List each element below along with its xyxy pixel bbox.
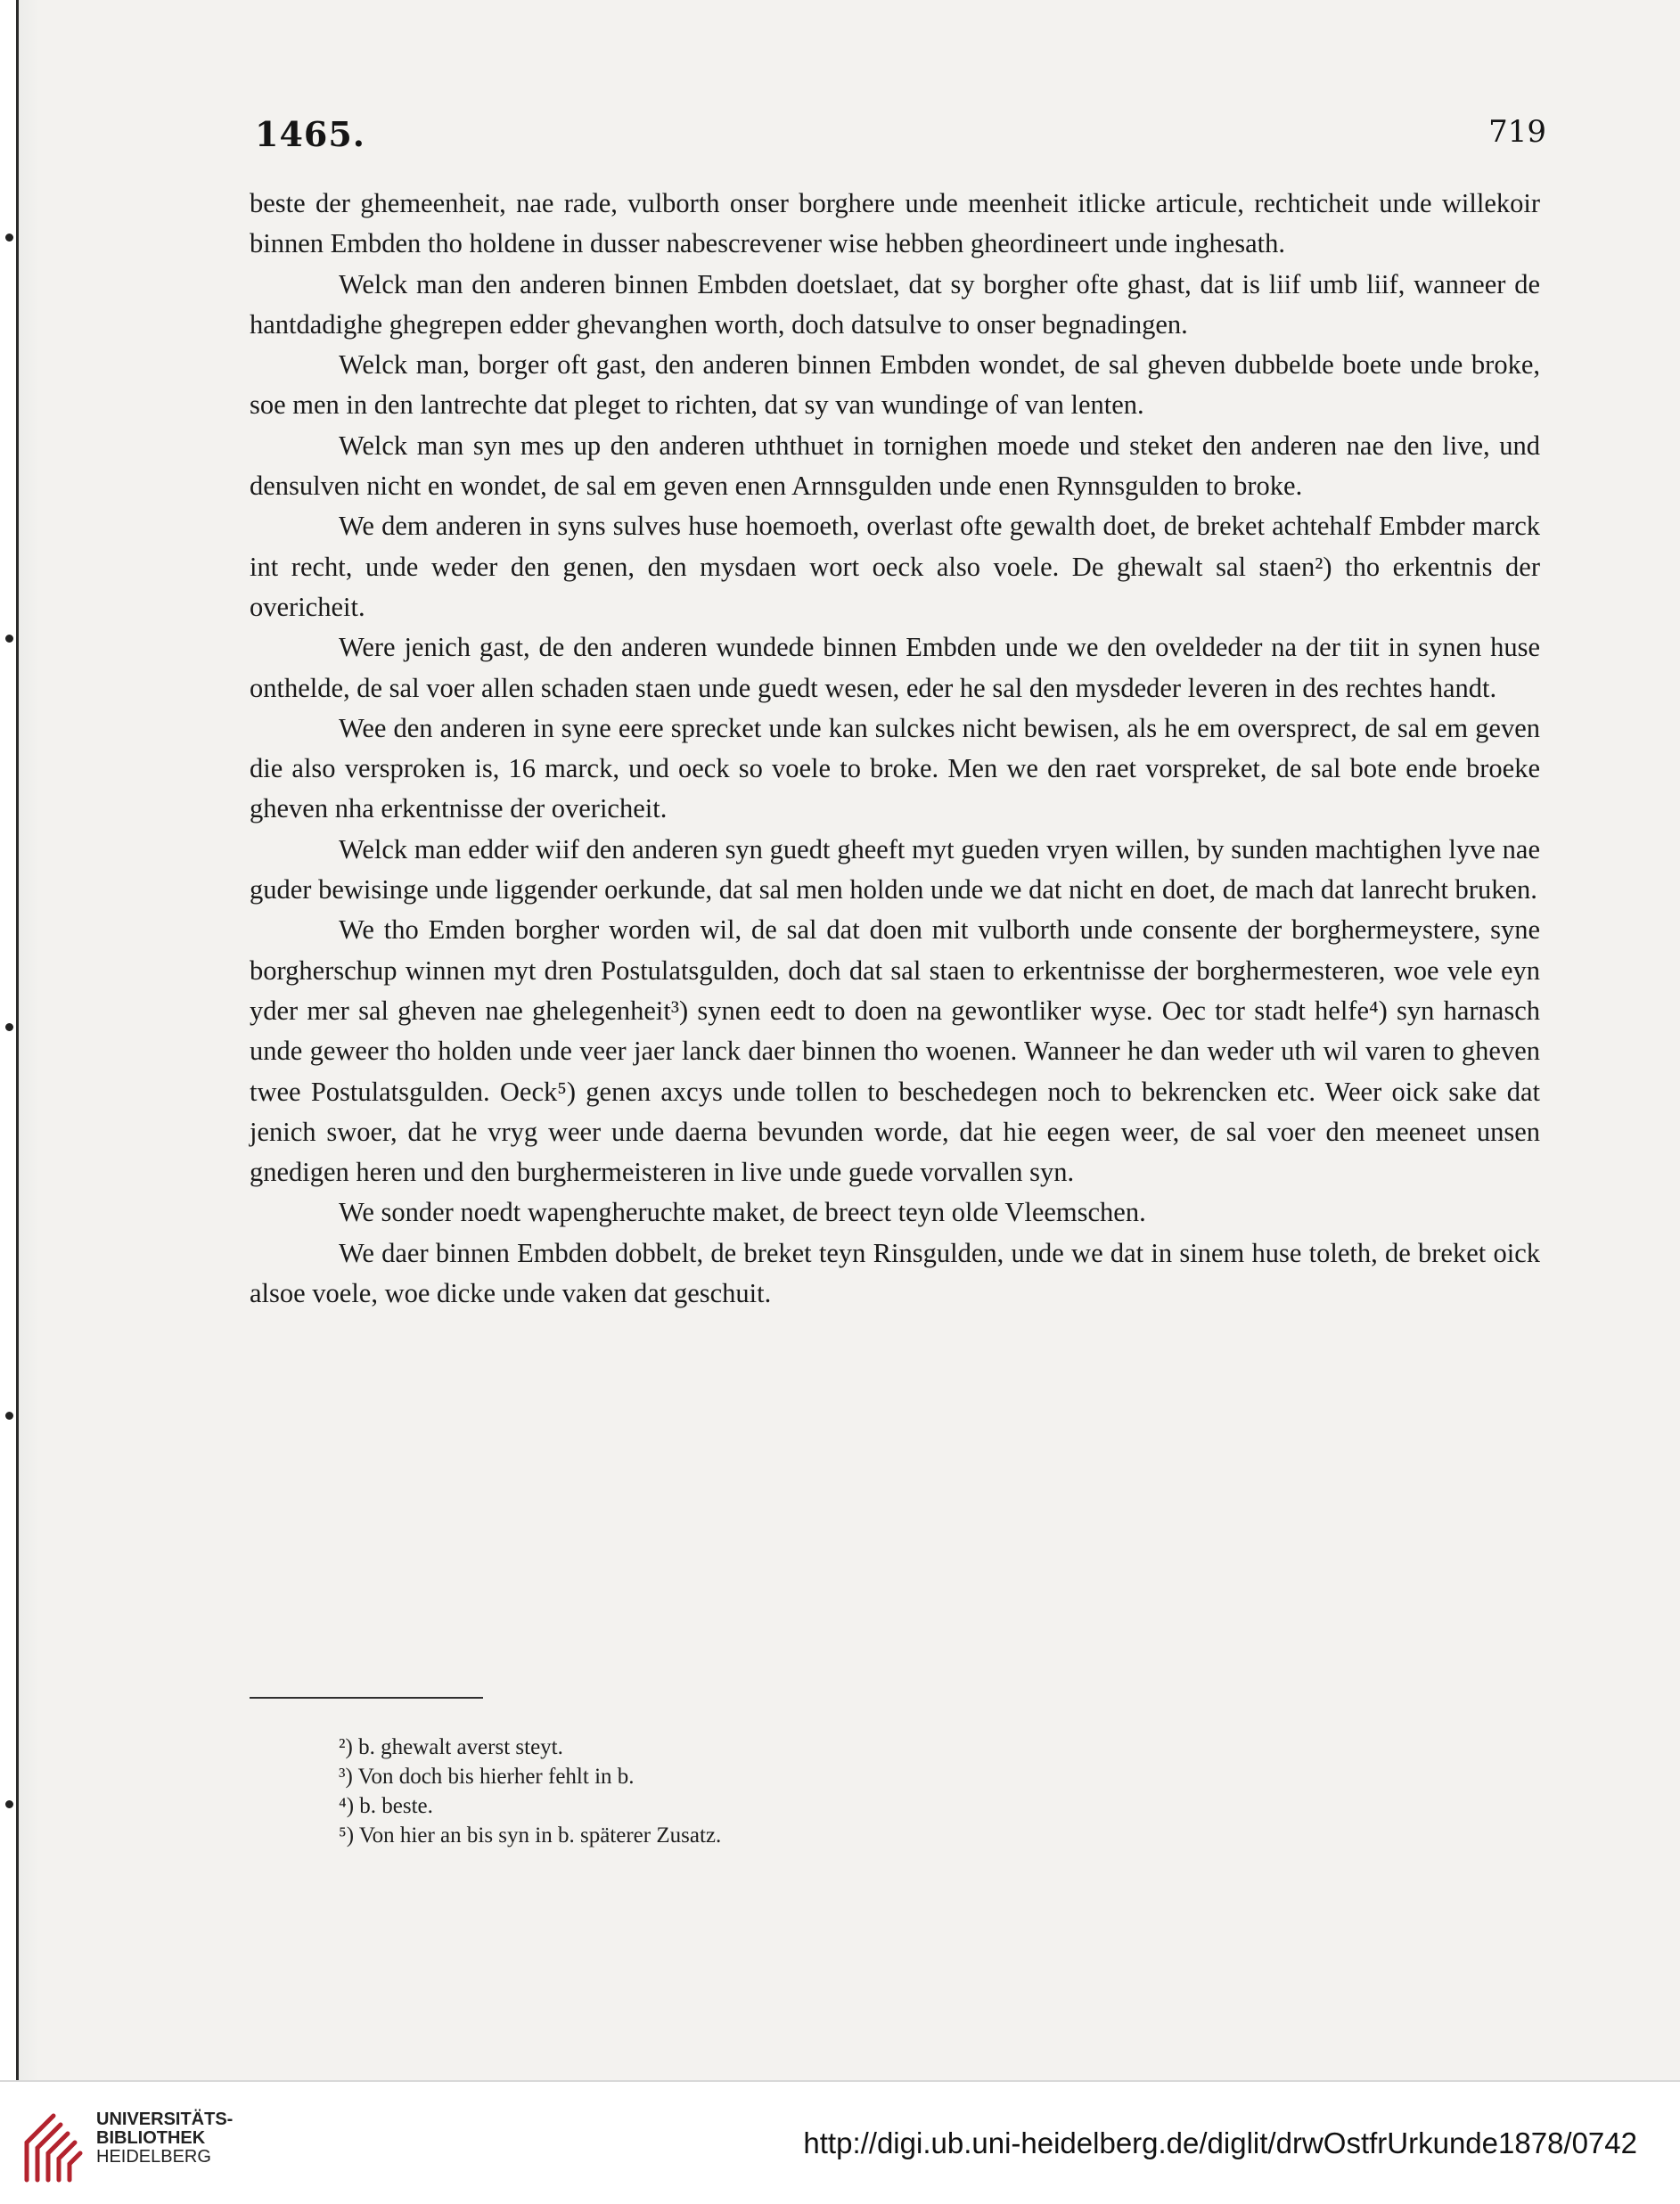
page-number: 719 [1488, 114, 1546, 150]
viewer-footer [0, 2080, 1680, 2204]
paragraph: We dem anderen in syns sulves huse hoemoeth, overlast ofte gewalth doet, de breket achtehalf Embder marck int recht, unde weder den genen, den mysdaen wort oeck also voele. De ghewalt sal staen²) tho erkentnis der overicheit. [250, 511, 1540, 622]
permalink-url[interactable]: http://digi.ub.uni-heidelberg.de/diglit/drwOstfrUrkunde1878/0742 [803, 2126, 1637, 2159]
binding-mark [5, 1023, 13, 1031]
logo-line: BIBLIOTHEK [96, 2128, 206, 2148]
footnote: ²) b. ghewalt averst steyt. [339, 1735, 563, 1759]
paragraph: We tho Emden borgher worden wil, de sal dat doen mit vulborth unde consente der borghermeystere, syne borgherschup winnen myt dren Postulatsgulden, doch dat sal staen to erkentnisse der borghermesteren, woe vele eyn yder mer sal gheven nae ghelegenheit³) synen eedt to doen na gewontliker wyse. Oec tor stadt helfe⁴) syn harnasch unde geweer tho holden unde veer jaer lanck daer binnen tho woenen. Wanneer he dan weder uth wil varen to gheven twee Postulatsgulden. Oeck⁵) genen axcys unde tollen to beschedegen noch to bekrencken etc. Weer oick sake dat jenich swoer, dat he vryg weer unde daerna bevunden worde, dat hie eegen weer, de sal voer den meeneet unsen gnedigen heren und den burghermeisteren in live unde guede vorvallen syn. [250, 914, 1540, 1188]
paragraph: Wee den anderen in syne eere sprecket unde kan sulckes nicht bewisen, als he em oversprect, de sal em geven die also versproken is, 16 marck, und oeck so voele to broke. Men we den raet vorspreket, de sal bote ende broeke gheven nha erkentnisse der overicheit. [250, 712, 1540, 824]
page-header [255, 114, 1546, 159]
paragraph: Welck man syn mes up den anderen uththuet in tornighen moede und steket den anderen nae den live, und densulven nicht en wondet, de sal em geven enen Arnnsgulden unde enen Rynnsgulden to broke. [250, 430, 1540, 502]
page-year: 1465. [255, 114, 365, 154]
paragraph: We sonder noedt wapengheruchte maket, de breect teyn olde Vleemschen. [339, 1197, 1146, 1228]
binding-mark [5, 234, 13, 242]
logo-line: HEIDELBERG [96, 2147, 211, 2167]
binding-mark [5, 1800, 13, 1808]
paragraph: Were jenich gast, de den anderen wundede binnen Embden unde we den oveldeder na der tiit in synen huse onthelde, de sal voer allen schaden staen unde guedt wesen, eder he sal den mysdeder leveren in des rechtes handt. [250, 632, 1540, 703]
library-seal-icon [18, 2098, 87, 2187]
binding-mark [5, 635, 13, 643]
paragraph: Welck man den anderen binnen Embden doetslaet, dat sy borgher ofte ghast, dat is liif umb liif, wanneer de hantdadighe ghegrepen edder ghevanghen worth, doch datsulve to onser begnadingen. [250, 268, 1540, 340]
body-text [250, 184, 1540, 1314]
footnote: ⁴) b. beste. [339, 1794, 433, 1818]
page-binding-edge [0, 0, 39, 2080]
logo-line: UNIVERSITÄTS- [96, 2110, 234, 2129]
paragraph: Welck man, borger oft gast, den anderen binnen Embden wondet, de sal gheven dubbelde boete unde broke, soe men in den lantrechte dat pleget to richten, dat sy van wundinge of van lenten. [250, 349, 1540, 421]
paragraph: Welck man edder wiif den anderen syn guedt gheeft myt gueden vryen willen, by sunden machtighen lyve nae guder bewisinge unde liggender oerkunde, dat sal men holden unde we dat nicht en doet, de mach dat lanrecht bruken. [250, 833, 1540, 905]
footnotes [339, 1733, 1319, 1850]
library-logo-text [96, 2110, 233, 2167]
footnote: ⁵) Von hier an bis syn in b. späterer Zusatz. [339, 1823, 722, 1848]
footnote: ³) Von doch bis hierher fehlt in b. [339, 1765, 635, 1789]
paragraph: beste der ghemeenheit, nae rade, vulborth onser borghere unde meenheit itlicke articule, rechticheit unde willekoir binnen Embden tho holdene in dusser nabescrevener wise hebben gheordineert unde inghesath. [250, 188, 1540, 259]
footnote-divider [250, 1697, 483, 1699]
paragraph: We daer binnen Embden dobbelt, de breket teyn Rinsgulden, unde we dat in sinem huse toleth, de breket oick alsoe voele, woe dicke unde vaken dat geschuit. [250, 1237, 1540, 1309]
binding-mark [5, 1412, 13, 1420]
